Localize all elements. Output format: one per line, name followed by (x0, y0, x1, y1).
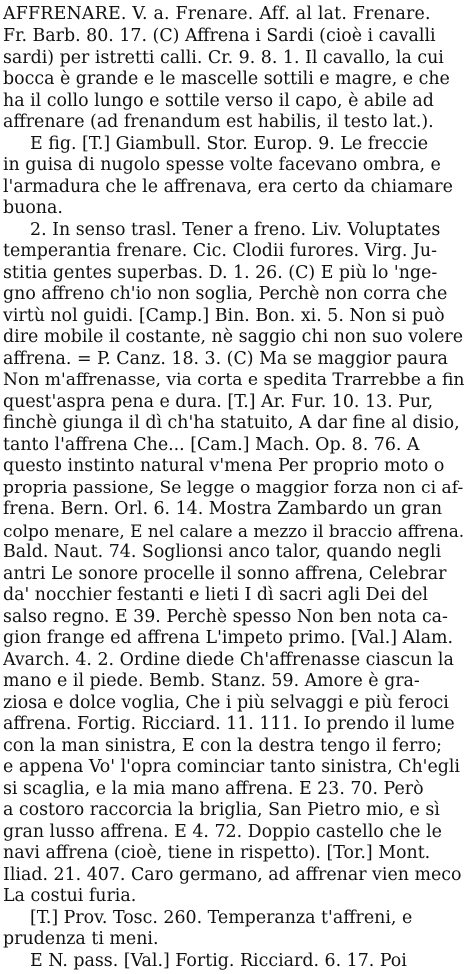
entry-line: colpo menare, E nel calare a mezzo il braccio affrena. (3, 521, 465, 541)
entry-line: Fr. Barb. 80. 17. (C) Affrena i Sardi (cioè i cavalli (3, 26, 436, 46)
entry-line: [T.] Prov. Tosc. 260. Temperanza t'affreni, e (30, 908, 413, 928)
entry-line: con la man sinistra, E con la destra tengo il ferro; (3, 736, 442, 756)
entry-line: E fig. [T.] Giambull. Stor. Europ. 9. Le freccie (30, 134, 429, 154)
entry-line: quest'aspra pena e dura. [T.] Ar. Fur. 10. 13. Pur, (3, 392, 433, 412)
entry-line: navi affrena (cioè, tiene in rispetto). [Tor.] Mont. (3, 843, 431, 863)
entry-line: antri Le sonore procelle il sonno affrena, Celebrar (3, 564, 447, 584)
entry-line: Non m'affrenasse, via corta e spedita Trarrebbe a fin (3, 370, 465, 390)
entry-line: in guisa di nugolo spesse volte facevano ombra, e (3, 155, 441, 175)
entry-line: buona. (3, 198, 63, 218)
entry-line: propria passione, Se legge o maggior forza non ci af- (3, 478, 464, 498)
entry-line: si scaglia, e la mia mano affrena. E 23. 70. Però (3, 779, 424, 799)
entry-line: l'armadura che le affrenava, era certo da chiamare (3, 177, 453, 197)
entry-line: affrenare (ad frenandum est habilis, il testo lat.). (3, 112, 434, 132)
entry-line: affrena. Fortig. Ricciard. 11. 111. Io prendo il lume (3, 714, 455, 734)
entry-line: stitia gentes superbas. D. 1. 26. (C) E più lo 'nge- (3, 263, 438, 283)
entry-line: Bald. Naut. 74. Soglionsi anco talor, quando negli (3, 542, 442, 562)
entry-line: gno affreno ch'io non soglia, Perchè non corra che (3, 284, 448, 304)
entry-line: da' nocchier festanti e lieti I dì sacri agli Dei del (3, 585, 428, 605)
entry-line: Iliad. 21. 407. Caro germano, ad affrenar vien meco (3, 865, 462, 885)
entry-line: a costoro raccorcia la briglia, San Pietro mio, e sì (3, 800, 440, 820)
entry-line: mano e il piede. Bemb. Stanz. 59. Amore è gra- (3, 671, 420, 691)
entry-line: virtù nol guidi. [Camp.] Bin. Bon. xi. 5. Non si può (3, 306, 445, 326)
entry-line: salso regno. E 39. Perchè spesso Non ben nota ca- (3, 607, 448, 627)
entry-line: frena. Bern. Orl. 6. 14. Mostra Zambardo un gran (3, 499, 443, 519)
entry-line: ha il collo lungo e sottile verso il capo, è abile ad (3, 91, 434, 111)
entry-line: gran lusso affrena. E 4. 72. Doppio castello che le (3, 822, 442, 842)
entry-line: temperantia frenare. Cic. Clodii furores. Virg. Ju- (3, 241, 437, 261)
entry-line: sardi) per istretti calli. Cr. 9. 8. 1. Il cavallo, la cui (3, 48, 444, 68)
entry-line: prudenza ti meni. (3, 929, 159, 949)
entry-line: ziosa e dolce voglia, Che i più selvaggi e più feroci (3, 693, 449, 713)
entry-line: 2. In senso trasl. Tener a freno. Liv. Voluptates (30, 220, 441, 240)
entry-line: dire mobile il costante, nè saggio chi non suo volere (3, 327, 463, 347)
entry-line: E N. pass. [Val.] Fortig. Ricciard. 6. 17. Poi (30, 951, 407, 971)
entry-line: bocca è grande e le mascelle sottili e magre, e che (3, 69, 450, 89)
entry-line: finchè giunga il dì ch'ha statuito, A dar fine al disio, (3, 413, 460, 433)
entry-line: gion frange ed affrena L'impeto primo. [Val.] Alam. (3, 628, 454, 648)
entry-line: Avarch. 4. 2. Ordine diede Ch'affrenasse ciascun la (3, 650, 454, 670)
entry-line: questo instinto natural v'mena Per proprio moto o (3, 456, 445, 476)
entry-line: e appena Vo' l'opra cominciar tanto sinistra, Ch'egli (3, 757, 460, 777)
entry-line: affrena. = P. Canz. 18. 3. (C) Ma se maggior paura (3, 349, 448, 369)
entry-line: AFFRENARE. V. a. Frenare. Aff. al lat. Frenare. (3, 4, 431, 24)
entry-line: tanto l'affrena Che... [Cam.] Mach. Op. 8. 76. A (3, 435, 420, 455)
entry-line: La costui furia. (3, 886, 137, 906)
